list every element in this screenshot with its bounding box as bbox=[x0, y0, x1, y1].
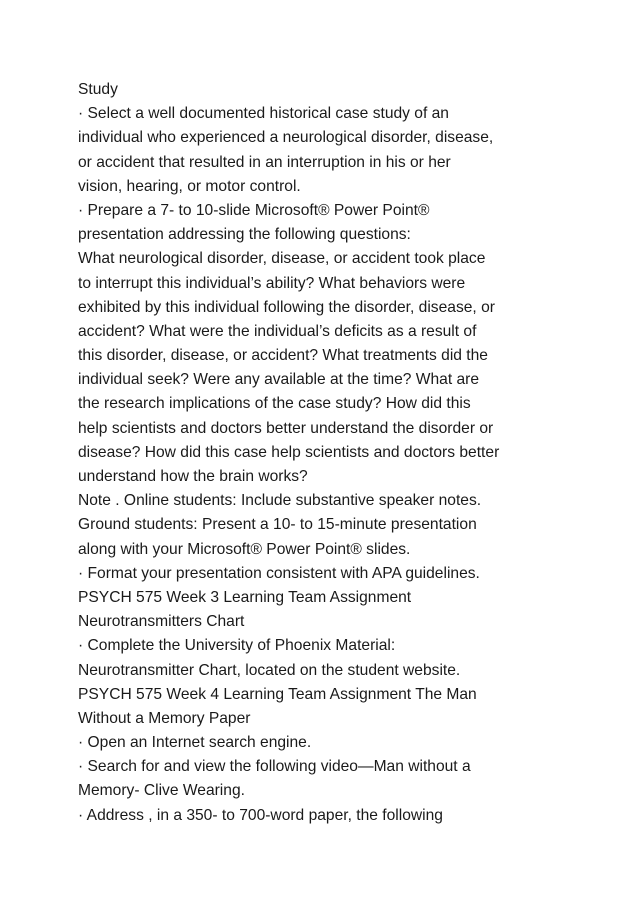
text-line: Neurotransmitters Chart bbox=[78, 613, 245, 631]
text-line: presentation addressing the following questions: bbox=[78, 226, 411, 244]
text-line: · Search for and view the following video—Man without a bbox=[78, 758, 471, 776]
text-line: help scientists and doctors better understand the disorder or bbox=[78, 419, 494, 437]
text-line: exhibited by this individual following the disorder, disease, or bbox=[78, 298, 495, 316]
text-line: this disorder, disease, or accident? What treatments did the bbox=[78, 347, 488, 365]
text-line: · Address , in a 350- to 700-word paper, the following bbox=[78, 806, 443, 824]
text-line: · Select a well documented historical case study of an bbox=[78, 105, 449, 123]
text-line: understand how the brain works? bbox=[78, 468, 308, 485]
text-line: Note . Online students: Include substantive speaker notes. bbox=[78, 492, 482, 510]
text-line: Study bbox=[78, 81, 118, 98]
text-line: disease? How did this case help scientists and doctors better bbox=[78, 443, 500, 461]
text-line: · Complete the University of Phoenix Material: bbox=[78, 637, 396, 655]
text-line: the research implications of the case study? How did this bbox=[78, 395, 471, 413]
text-line: · Open an Internet search engine. bbox=[78, 734, 312, 752]
text-line: What neurological disorder, disease, or accident took place bbox=[78, 250, 486, 268]
text-line: Without a Memory Paper bbox=[78, 709, 251, 727]
text-line: or accident that resulted in an interruption in his or her bbox=[78, 153, 451, 171]
text-line: Memory- Clive Wearing. bbox=[78, 782, 245, 800]
text-line: Neurotransmitter Chart, located on the student website. bbox=[78, 661, 461, 679]
text-line: · Format your presentation consistent with APA guidelines. bbox=[78, 564, 480, 582]
text-line: PSYCH 575 Week 4 Learning Team Assignment The Man bbox=[78, 685, 477, 703]
text-line: individual who experienced a neurological disorder, disease, bbox=[78, 129, 494, 147]
text-line: accident? What were the individual’s deficits as a result of bbox=[78, 322, 477, 340]
text-line: to interrupt this individual’s ability? What behaviors were bbox=[78, 274, 466, 292]
text-line: individual seek? Were any available at the time? What are bbox=[78, 371, 480, 389]
text-line: along with your Microsoft® Power Point® slides. bbox=[78, 540, 411, 558]
text-line: vision, hearing, or motor control. bbox=[78, 177, 301, 195]
text-line: Ground students: Present a 10- to 15-minute presentation bbox=[78, 516, 477, 534]
document-text bbox=[78, 78, 598, 828]
text-line: · Prepare a 7- to 10-slide Microsoft® Power Point® bbox=[78, 201, 430, 219]
text-line: PSYCH 575 Week 3 Learning Team Assignment bbox=[78, 588, 412, 606]
